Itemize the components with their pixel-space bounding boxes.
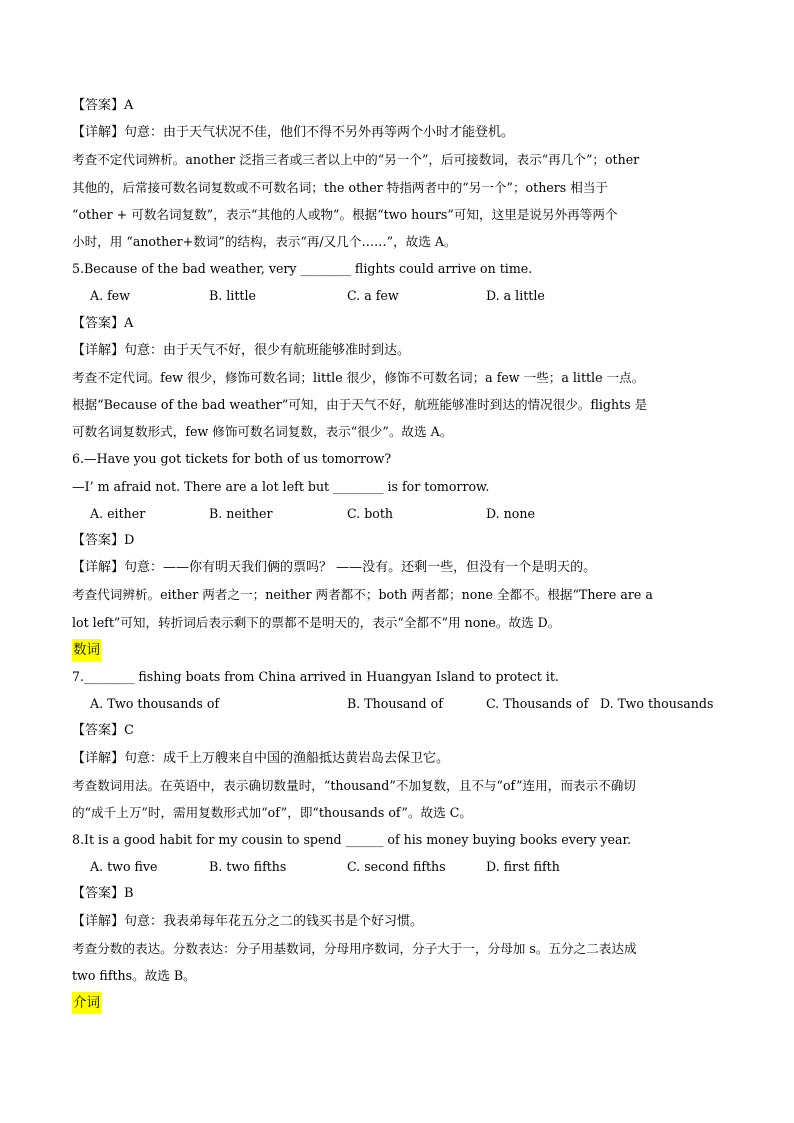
option-d: D. none (486, 505, 535, 521)
explanation-text: 根据“Because of the bad weather”可知，由于天气不好，航班能够准时到达的情况很少。flights 是 (72, 397, 648, 413)
option-b: B. little (209, 288, 256, 304)
explanation-text: two fifths。故选 B。 (72, 968, 196, 983)
option-b: B. neither (209, 505, 273, 521)
question-8: 8.It is a good habit for my cousin to spend ______ of his money buying books every year. (72, 832, 632, 848)
option-a: A. either (90, 505, 146, 521)
question-7: 7.________ fishing boats from China arrived in Huangyan Island to protect it. (72, 668, 559, 684)
document-page (72, 92, 722, 1016)
explanation-text: 其他的，后常接可数名词复数或不可数名词；the other 特指两者中的“另一个”；others 相当于 (72, 179, 609, 195)
option-a: A. Two thousands of (90, 696, 220, 712)
explanation-text: 考查不定代词。few 很少，修饰可数名词；little 很少，修饰不可数名词；a few 一些；a little 一点。 (72, 369, 645, 385)
explanation-line: 【详解】句意：成千上万艘来自中国的渔船抵达黄岩岛去保卫它。 (72, 750, 450, 766)
explanation-text: 考查分数的表达。分数表达：分子用基数词，分母用序数词，分子大于一，分母加 s。五分之二表达成 (72, 940, 637, 956)
option-c: C. both (347, 505, 394, 521)
option-d: D. a little (486, 288, 545, 304)
explanation-text: 考查代词辨析。either 两者之一；neither 两者都不；both 两者都；none 全都不。根据“There are a (72, 587, 653, 603)
section-tag: 介词 (72, 992, 101, 1014)
explanation-line: 【详解】句意：由于天气状况不佳，他们不得不另外再等两个小时才能登机。 (72, 125, 515, 141)
question-6-options (72, 500, 722, 527)
question-7-options (72, 690, 722, 717)
question-6-dialogue: —I’ m afraid not. There are a lot left but ________ is for tomorrow. (72, 478, 490, 494)
explanation-line: 【详解】句意：我表弟每年花五分之二的钱买书是个好习惯。 (72, 913, 424, 929)
explanation-text: 考查不定代词辨析。another 泛指三者或三者以上中的“另一个”，后可接数词，表示“再几个”；other (72, 152, 640, 168)
explanation-text: 小时，用 “another+数词”的结构，表示“再/又几个……”，故选 A。 (72, 233, 457, 249)
question-8-options (72, 853, 722, 880)
option-d: D. first fifth (486, 859, 560, 875)
option-a: A. two five (90, 859, 158, 875)
explanation-text: 的“成千上万”时，需用复数形式加“of”，即“thousands of”。故选 C。 (72, 804, 472, 820)
option-c: C. a few (347, 288, 399, 304)
question-6: 6.—Have you got tickets for both of us tomorrow? (72, 451, 392, 467)
explanation-text: lot left”可知，转折词后表示剩下的票都不是明天的，表示“全都不”用 none。故选 D。 (72, 614, 561, 630)
explanation-text: 可数名词复数形式，few 修饰可数名词复数，表示“很少”。故选 A。 (72, 424, 453, 440)
section-heading-numerals (72, 636, 722, 663)
answer-line: 【答案】D (72, 533, 135, 548)
option-d: D. Two thousands (600, 696, 714, 712)
explanation-line: 【详解】句意：——你有明天我们俩的票吗？ ——没有。还剩一些，但没有一个是明天的。 (72, 560, 597, 576)
answer-line: 【答案】C (72, 723, 134, 739)
explanation-text: “other + 可数名词复数”，表示“其他的人或物”。根据“two hours”可知，这里是说另外再等两个 (72, 206, 618, 222)
option-b: B. two fifths (209, 859, 287, 875)
answer-line: 【答案】B (72, 886, 134, 902)
section-tag: 数词 (72, 639, 101, 661)
option-c: C. Thousands of (486, 696, 589, 712)
question-5-options (72, 282, 722, 309)
section-heading-prepositions (72, 989, 722, 1016)
answer-line: 【答案】A (72, 98, 134, 113)
explanation-line: 【详解】句意：由于天气不好，很少有航班能够准时到达。 (72, 342, 411, 358)
answer-line: 【答案】A (72, 315, 134, 331)
explanation-text: 考查数词用法。在英语中，表示确切数量时，“thousand”不加复数，且不与“of”连用，而表示不确切 (72, 777, 636, 793)
option-b: B. Thousand of (347, 696, 443, 712)
option-c: C. second fifths (347, 859, 446, 875)
question-5: 5.Because of the bad weather, very ________ flights could arrive on time. (72, 261, 533, 277)
option-a: A. few (90, 288, 130, 304)
